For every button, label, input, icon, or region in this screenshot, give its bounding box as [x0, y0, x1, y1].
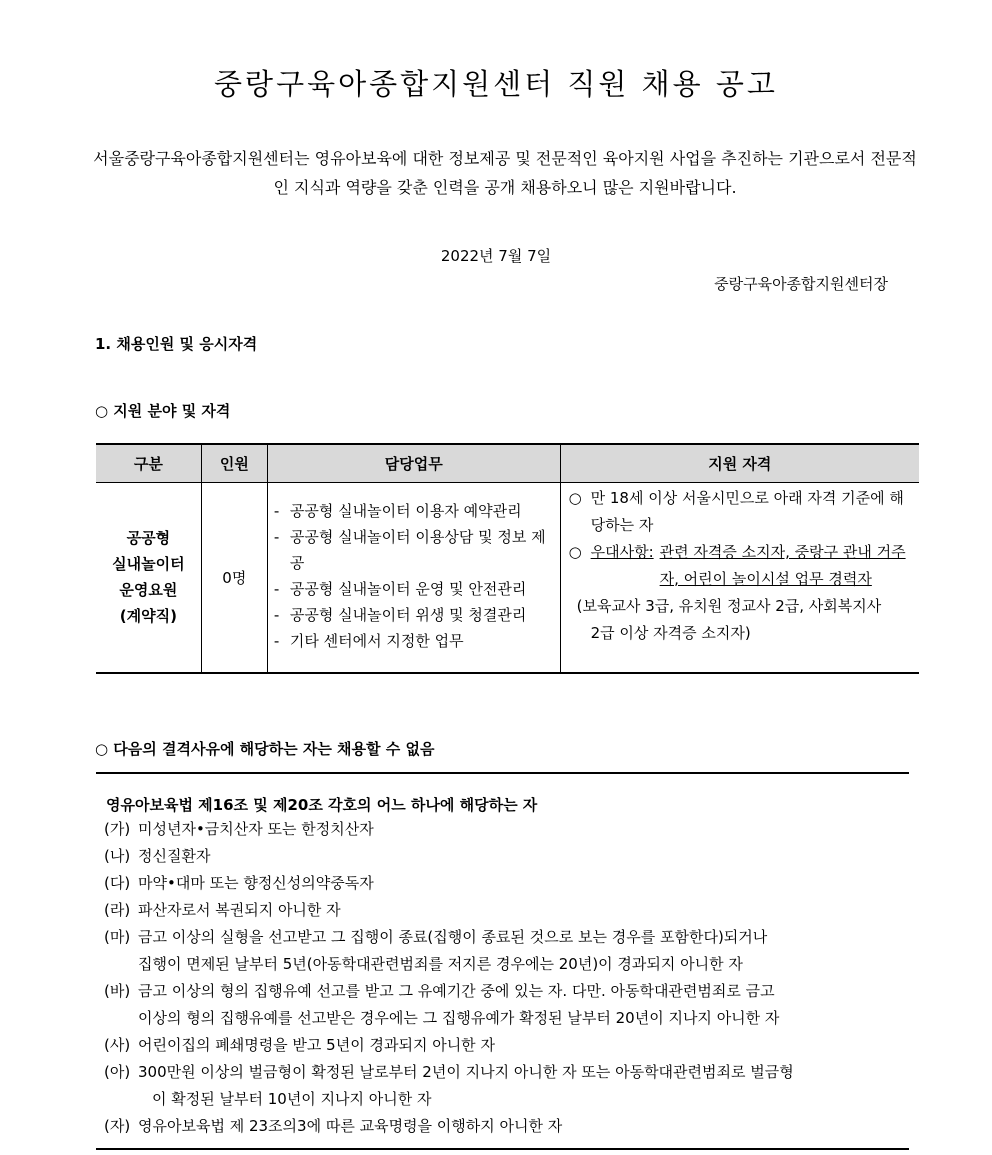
table-row — [96, 483, 919, 673]
qualification-note — [569, 593, 913, 647]
note-line: (보육교사 3급, 유치원 정교사 2급, 사회복지사 — [576, 597, 882, 615]
list-item: (가) 미성년자•금치산자 또는 한정치산자 — [104, 820, 374, 838]
duty-list — [268, 486, 560, 668]
page-title: 중랑구육아종합지원센터 직원 채용 공고 — [214, 67, 778, 101]
disqualification-list — [104, 816, 905, 1140]
category-line: 실내놀이터 — [112, 555, 185, 574]
list-item: (다) 마약•대마 또는 향정신성의약중독자 — [104, 874, 374, 892]
disqualification-box — [96, 772, 909, 1150]
duty-item: - 공공형 실내놀이터 이용자 예약관리 — [273, 502, 522, 521]
circle-bullet-icon: ○ — [568, 489, 582, 507]
section-heading-recruitment: 1. 채용인원 및 응시자격 — [95, 335, 258, 353]
qualification-cell — [560, 483, 919, 673]
duty-item: - 공공형 실내놀이터 이용상담 및 정보 제공 — [273, 528, 546, 573]
header-duties: 담당업무 — [267, 444, 560, 483]
preference-text: 관련 자격증 소지자, 중랑구 관내 거주자, 어린이 놀이시설 업무 경력자 — [659, 543, 906, 588]
list-item: (자) 영유아보육법 제 23조의3에 따른 교육명령을 이행하지 아니한 자 — [104, 1117, 563, 1135]
table-header-row — [96, 444, 919, 483]
duty-item: - 공공형 실내놀이터 위생 및 청결관리 — [273, 606, 527, 625]
intro-paragraph: 서울중랑구육아종합지원센터는 영유아보육에 대한 정보제공 및 전문적인 육아지원 사업을 추진하는 기관으로서 전문적인 지식과 역량을 갖춘 인력을 공개 채용하오니 많은 지원바랍니다. — [93, 149, 917, 197]
header-count: 인원 — [201, 444, 267, 483]
duty-item: - 공공형 실내놀이터 운영 및 안전관리 — [273, 580, 527, 599]
category-line: 운영요원 — [119, 581, 178, 600]
duty-item: - 기타 센터에서 지정한 업무 — [273, 632, 464, 651]
headcount-cell: 0명 — [201, 483, 267, 673]
preference-label: 우대사항: — [590, 543, 654, 561]
list-item: (나) 정신질환자 — [104, 847, 211, 865]
subheading-field-and-qualification: ○ 지원 분야 및 자격 — [95, 402, 231, 420]
signer: 중랑구육아종합지원센터장 — [714, 275, 888, 293]
list-item: (라) 파산자로서 복권되지 아니한 자 — [104, 901, 341, 919]
circle-bullet-icon: ○ — [568, 543, 582, 561]
list-item: (마) 금고 이상의 실형을 선고받고 그 집행이 종료(집행이 종료된 것으로 보는 경우를 포함한다)되거나 집행이 면제된 날부터 5년(아동학대관련범죄를 저지른 경우에는 20년)이 경과되지 아니한 자 — [104, 928, 768, 973]
subheading-disqualification: ○ 다음의 결격사유에 해당하는 자는 채용할 수 없음 — [95, 740, 435, 758]
header-category: 구분 — [96, 444, 201, 483]
category-cell — [96, 483, 201, 673]
list-item: (사) 어린이집의 폐쇄명령을 받고 5년이 경과되지 아니한 자 — [104, 1036, 495, 1054]
category-line: 공공형 — [126, 529, 171, 548]
header-qualification: 지원 자격 — [560, 444, 919, 483]
disqualification-heading: 영유아보육법 제16조 및 제20조 각호의 어느 하나에 해당하는 자 — [106, 796, 538, 814]
duties-cell — [267, 483, 560, 673]
note-line: 2급 이상 자격증 소지자) — [590, 624, 751, 642]
list-item: (아) 300만원 이상의 벌금형이 확정된 날로부터 2년이 지나지 아니한 자 또는 아동학대관련범죄로 벌금형 이 확정된 날부터 10년이 지나지 아니한 자 — [104, 1063, 794, 1108]
recruitment-table — [96, 443, 919, 674]
category-line: (계약직) — [119, 607, 177, 626]
qualification-main: ○ 만 18세 이상 서울시민으로 아래 자격 기준에 해당하는 자 — [569, 485, 913, 539]
list-item: (바) 금고 이상의 형의 집행유예 선고를 받고 그 유예기간 중에 있는 자. 다만. 아동학대관련범죄로 금고 이상의 형의 집행유예를 선고받은 경우에는 그 집행유예가 확정된 날부터 20년이 지나지 아니한 자 — [104, 982, 780, 1027]
announcement-date: 2022년 7월 7일 — [440, 247, 552, 265]
qualification-preference — [569, 539, 913, 593]
